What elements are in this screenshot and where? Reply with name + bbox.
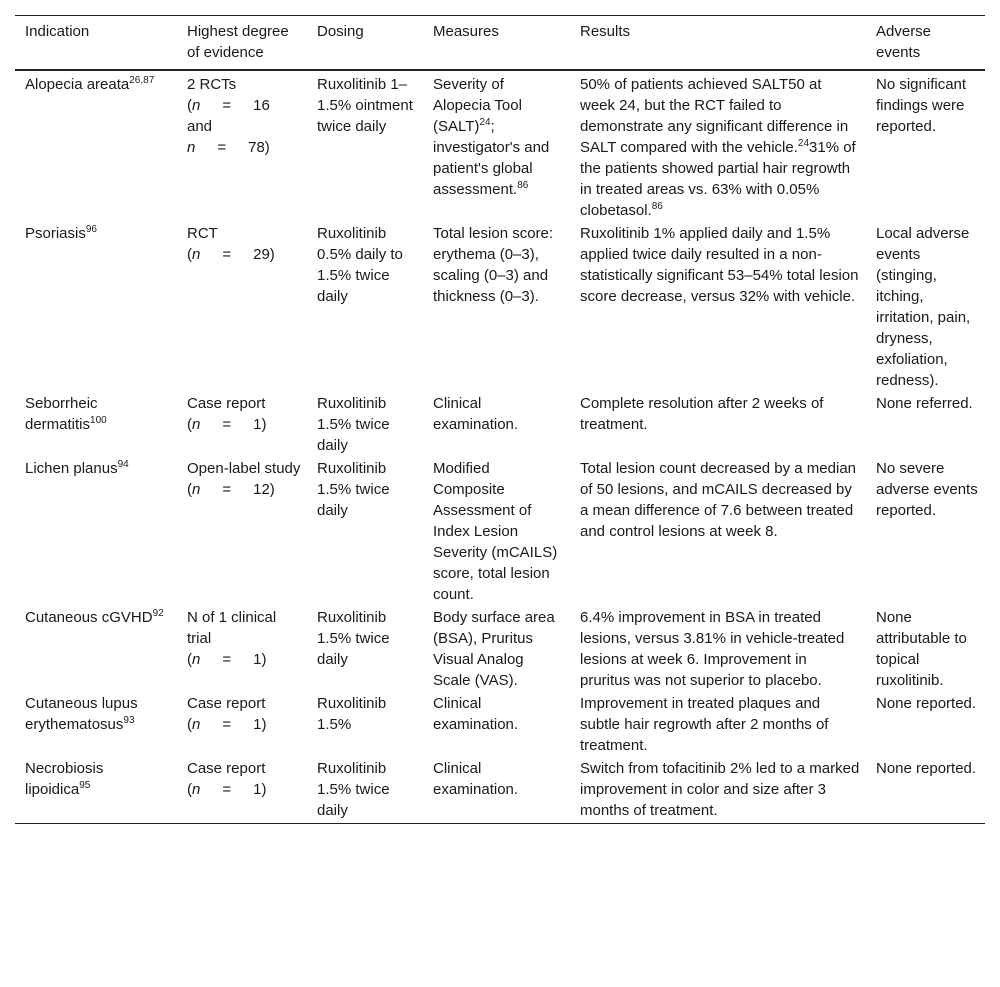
cell-dosing: Ruxolitinib 0.5% daily to 1.5% twice daily [317, 225, 403, 305]
citation: 24 [797, 138, 810, 149]
table-row [15, 606, 985, 692]
cell-indication: Lichen planus$^{94}$ [25, 459, 129, 477]
citation: 100 [90, 415, 107, 426]
cell-evidence: RCT (n = 29) [187, 225, 275, 263]
cell-dosing: Ruxolitinib 1.5% [317, 695, 387, 733]
cell-measures: Body surface area (BSA), Pruritus Visual Analog Scale (VAS). [433, 609, 555, 689]
cell-evidence: Case report (n = 1) [187, 395, 267, 433]
cell-adverse-events: None reported. [876, 695, 977, 712]
cell-measures: Clinical examination. [423, 757, 570, 824]
col-header-measures: Measures [423, 16, 570, 71]
citation: 86 [651, 201, 663, 212]
cell-indication: Cutaneous cGVHD$^{92}$ [25, 608, 164, 626]
col-header-evidence: Highest degree of evidence [177, 16, 307, 71]
table-row [15, 692, 985, 757]
cell-evidence: Open-label study (n = 12) [187, 460, 301, 498]
cell-results: Switch from tofacitinib 2% led to a marked improvement in color and size after 3 months of treatment. [570, 757, 866, 824]
cell-results: Total lesion count decreased by a median of 50 lesions, and mCAILS decreased by a mean difference of 7.6 between treated and control lesions at week 8. [580, 460, 857, 540]
cell-adverse-events: Local adverse events (stinging, itching, irritation, pain, dryness, exfoliation, redness). [876, 225, 971, 389]
table-row [15, 222, 985, 392]
table-row [15, 457, 985, 606]
cell-indication: Alopecia areata$^{26,87}$ [25, 75, 155, 93]
cell-evidence: Case report (n = 1) [187, 695, 267, 733]
table-row [15, 392, 985, 457]
citation: 96 [85, 224, 97, 235]
cell-dosing: Ruxolitinib 1.5% twice daily [307, 757, 423, 824]
cell-dosing: Ruxolitinib 1.5% twice daily [317, 609, 390, 668]
cell-measures: Total lesion score: erythema (0–3), scaling (0–3) and thickness (0–3). [433, 225, 554, 305]
cell-evidence: 2 RCTs (n = 16 and n = 78) [187, 76, 270, 156]
header-row [15, 16, 985, 71]
cell-measures: Severity of Alopecia Tool (SALT)$^{24}$; investigator's and patient's global assessment.$^{86}$ [433, 76, 550, 198]
cell-results: 6.4% improvement in BSA in treated lesions, versus 3.81% in vehicle-treated lesions at week 6. Improvement in pruritus was not superior to placebo. [580, 609, 845, 689]
evidence-table [15, 15, 985, 824]
cell-dosing: Ruxolitinib 1.5% twice daily [317, 395, 390, 454]
cell-results: Complete resolution after 2 weeks of treatment. [580, 395, 824, 433]
citation: 93 [123, 715, 135, 726]
cell-indication: Seborrheic dermatitis$^{100}$ [25, 395, 107, 433]
col-header-dosing: Dosing [307, 16, 423, 71]
cell-indication: Cutaneous lupus erythematosus$^{93}$ [25, 695, 138, 733]
table-row [15, 757, 985, 824]
cell-adverse-events: No severe adverse events reported. [876, 460, 978, 519]
cell-dosing: Ruxolitinib 1.5% twice daily [317, 460, 390, 519]
cell-evidence: Case report (n = 1) [177, 757, 307, 824]
cell-measures: Clinical examination. [433, 695, 519, 733]
citation: 92 [152, 608, 164, 619]
cell-indication: Necrobiosis lipoidica$^{95}$ [15, 757, 177, 824]
cell-adverse-events: None attributable to topical ruxolitinib. [876, 609, 967, 689]
cell-dosing: Ruxolitinib 1–1.5% ointment twice daily [317, 76, 413, 135]
citation: 24 [479, 117, 491, 128]
table-row [15, 70, 985, 222]
cell-measures: Modified Composite Assessment of Index Lesion Severity (mCAILS) score, total lesion count. [433, 460, 558, 603]
cell-evidence: N of 1 clinical trial (n = 1) [187, 609, 277, 668]
citation: 26,87 [129, 75, 155, 86]
cell-results: Improvement in treated plaques and subtle hair regrowth after 2 months of treatment. [580, 695, 829, 754]
cell-adverse-events: None reported. [866, 757, 985, 824]
citation: 95 [79, 780, 91, 791]
cell-indication: Psoriasis$^{96}$ [25, 224, 97, 242]
col-header-results: Results [570, 16, 866, 71]
cell-adverse-events: No significant findings were reported. [876, 76, 967, 135]
cell-results: 50% of patients achieved SALT50 at week 24, but the RCT failed to demonstrate any significant difference in SALT compared with the vehicle.$^{24}$31% of the patients showed partial hair regrowth in treated areas vs. 63% with 0.05% clobetasol.$^{86}$ [580, 76, 856, 219]
cell-results: Ruxolitinib 1% applied daily and 1.5% applied twice daily resulted in a non-statistically significant 53–54% total lesion score decrease, versus 32% with vehicle. [580, 225, 859, 305]
cell-adverse-events: None referred. [876, 395, 973, 412]
citation: 94 [117, 459, 129, 470]
col-header-adverse-events: Adverse events [866, 16, 985, 71]
citation: 86 [517, 180, 529, 191]
col-header-indication: Indication [15, 16, 177, 71]
cell-measures: Clinical examination. [433, 395, 519, 433]
